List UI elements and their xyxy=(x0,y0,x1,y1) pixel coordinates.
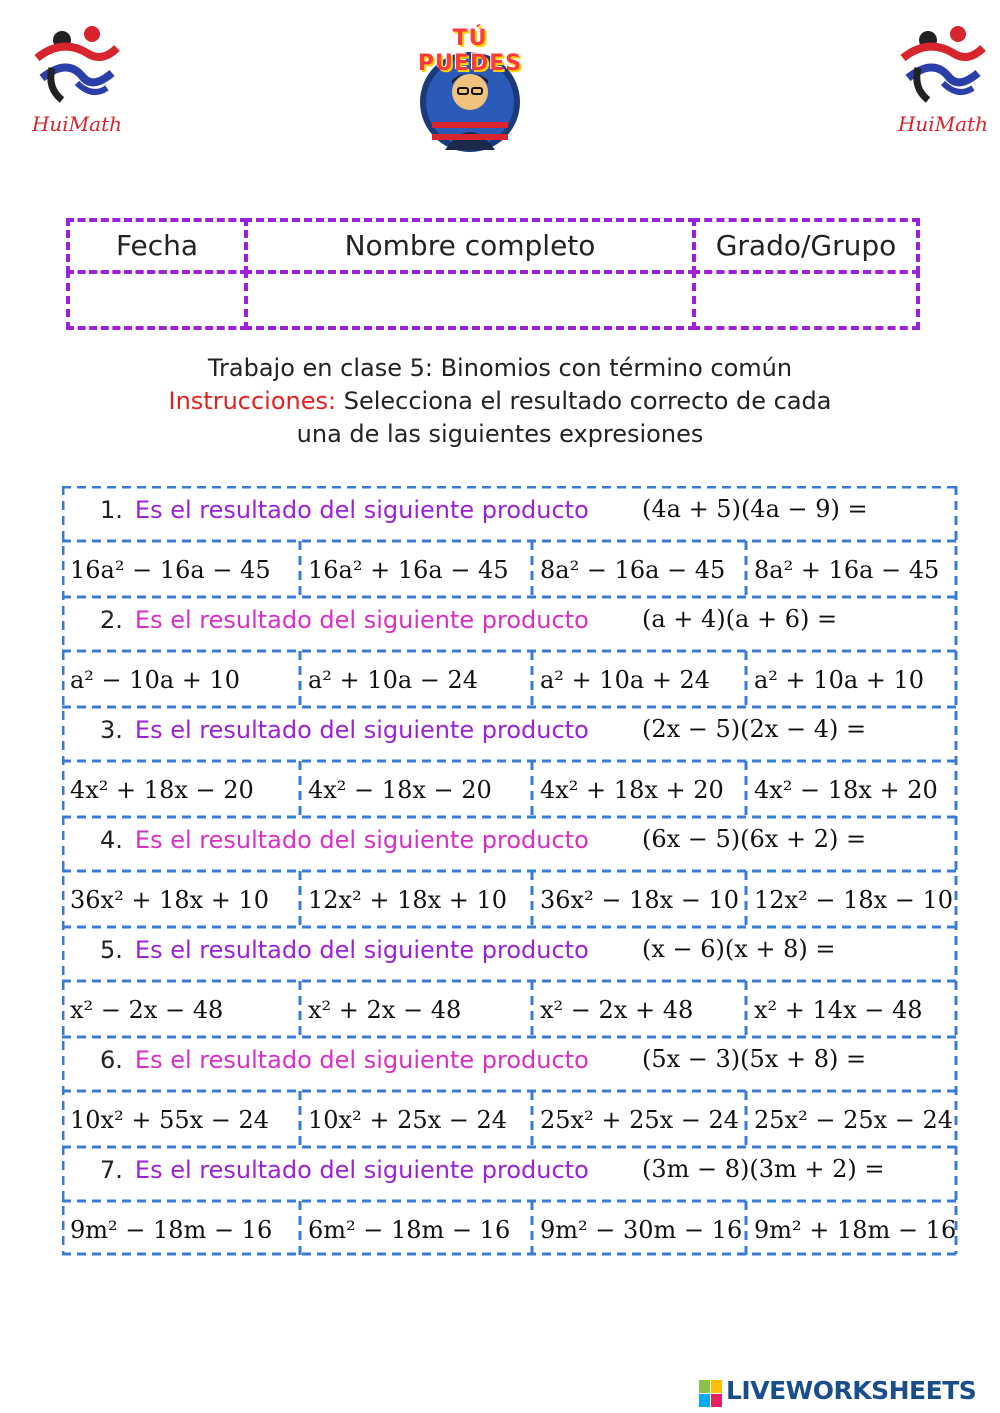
answer-option[interactable]: 10x² + 25x − 24 xyxy=(308,1106,508,1134)
answer-option[interactable]: 9m² − 30m − 16 xyxy=(540,1216,743,1244)
liveworksheets-brand: LIVEWORKSHEETS xyxy=(726,1376,977,1405)
header-nombre: Nombre completo xyxy=(244,218,696,274)
question-row xyxy=(62,706,958,761)
question-number: 3. xyxy=(100,716,123,744)
question-phrase: Es el resultado del siguiente producto xyxy=(134,1046,589,1074)
title-block xyxy=(0,352,1000,451)
answer-option[interactable]: 36x² + 18x + 10 xyxy=(70,886,270,914)
instructions-text: Selecciona el resultado correcto de cada xyxy=(336,387,832,415)
answer-option[interactable]: a² + 10a + 10 xyxy=(754,666,925,694)
huimath-logo-icon xyxy=(888,18,998,113)
question-row xyxy=(62,816,958,871)
header-fecha: Fecha xyxy=(66,218,248,274)
question-row xyxy=(62,1036,958,1091)
answer-option[interactable]: 6m² − 18m − 16 xyxy=(308,1216,511,1244)
question-expression: (4a + 5)(4a − 9) = xyxy=(642,495,868,523)
question-phrase: Es el resultado del siguiente producto xyxy=(134,606,589,634)
fecha-field[interactable] xyxy=(66,270,248,330)
answer-option[interactable]: 9m² + 18m − 16 xyxy=(754,1216,957,1244)
answer-option[interactable]: x² + 2x − 48 xyxy=(308,996,462,1024)
answer-option[interactable]: 12x² − 18x − 10 xyxy=(754,886,954,914)
question-text xyxy=(100,826,589,854)
tu-puedes-badge xyxy=(400,22,540,152)
question-expression: (x − 6)(x + 8) = xyxy=(642,935,836,963)
question-text xyxy=(100,716,589,744)
question-row xyxy=(62,1146,958,1201)
question-number: 5. xyxy=(100,936,123,964)
huimath-logo-right xyxy=(888,18,998,138)
question-phrase: Es el resultado del siguiente producto xyxy=(134,496,589,524)
answer-option[interactable]: a² − 10a + 10 xyxy=(70,666,241,694)
question-phrase: Es el resultado del siguiente producto xyxy=(134,826,589,854)
question-row xyxy=(62,596,958,651)
question-text xyxy=(100,1046,589,1074)
grado-field[interactable] xyxy=(692,270,920,330)
question-expression: (5x − 3)(5x + 8) = xyxy=(642,1045,867,1073)
answer-option[interactable]: 4x² − 18x − 20 xyxy=(308,776,492,804)
question-expression: (6x − 5)(6x + 2) = xyxy=(642,825,867,853)
question-text xyxy=(100,936,589,964)
answer-option[interactable]: 25x² − 25x − 24 xyxy=(754,1106,954,1134)
header-grado: Grado/Grupo xyxy=(692,218,920,274)
answer-option[interactable]: 8a² + 16a − 45 xyxy=(754,556,940,584)
answer-option[interactable]: 4x² + 18x + 20 xyxy=(540,776,724,804)
answer-option[interactable]: 4x² + 18x − 20 xyxy=(70,776,254,804)
question-expression: (a + 4)(a + 6) = xyxy=(642,605,838,633)
answer-option[interactable]: 16a² − 16a − 45 xyxy=(70,556,271,584)
answer-option[interactable]: x² + 14x − 48 xyxy=(754,996,923,1024)
answer-option[interactable]: a² + 10a − 24 xyxy=(308,666,479,694)
huimath-logo-icon xyxy=(22,18,132,113)
question-text xyxy=(100,496,589,524)
question-expression: (2x − 5)(2x − 4) = xyxy=(642,715,867,743)
question-phrase: Es el resultado del siguiente producto xyxy=(134,716,589,744)
answer-option[interactable]: 25x² + 25x − 24 xyxy=(540,1106,740,1134)
badge-text: TÚ PUEDES xyxy=(417,26,523,76)
question-number: 7. xyxy=(100,1156,123,1184)
student-info-table xyxy=(66,218,920,330)
instructions-line xyxy=(0,385,1000,418)
answer-option[interactable]: x² − 2x − 48 xyxy=(70,996,224,1024)
question-number: 1. xyxy=(100,496,123,524)
questions-grid xyxy=(62,486,958,1282)
answer-option[interactable]: 12x² + 18x + 10 xyxy=(308,886,508,914)
logo-left-text: HuiMath xyxy=(31,112,123,136)
question-number: 6. xyxy=(100,1046,123,1074)
liveworksheets-logo-icon xyxy=(698,1379,724,1409)
answer-option[interactable]: 8a² − 16a − 45 xyxy=(540,556,726,584)
instructions-line-2: una de las siguientes expresiones xyxy=(296,420,704,448)
instructions-label: Instrucciones: xyxy=(168,387,337,415)
question-expression: (3m − 8)(3m + 2) = xyxy=(642,1155,885,1183)
page-title: Trabajo en clase 5: Binomios con término común xyxy=(207,354,793,382)
question-text xyxy=(100,1156,589,1184)
question-number: 4. xyxy=(100,826,123,854)
question-phrase: Es el resultado del siguiente producto xyxy=(134,936,589,964)
question-row xyxy=(62,926,958,981)
answer-option[interactable]: 16a² + 16a − 45 xyxy=(308,556,509,584)
logo-right-text: HuiMath xyxy=(897,112,989,136)
huimath-logo-left xyxy=(22,18,132,138)
answer-option[interactable]: 4x² − 18x + 20 xyxy=(754,776,938,804)
answer-option[interactable]: x² − 2x + 48 xyxy=(540,996,694,1024)
question-row xyxy=(62,486,958,541)
question-number: 2. xyxy=(100,606,123,634)
liveworksheets-footer xyxy=(698,1375,998,1411)
answer-option[interactable]: 10x² + 55x − 24 xyxy=(70,1106,270,1134)
question-phrase: Es el resultado del siguiente producto xyxy=(134,1156,589,1184)
answer-option[interactable]: 9m² − 18m − 16 xyxy=(70,1216,273,1244)
question-text xyxy=(100,606,589,634)
nombre-field[interactable] xyxy=(244,270,696,330)
answer-option[interactable]: 36x² − 18x − 10 xyxy=(540,886,740,914)
answer-option[interactable]: a² + 10a + 24 xyxy=(540,666,711,694)
